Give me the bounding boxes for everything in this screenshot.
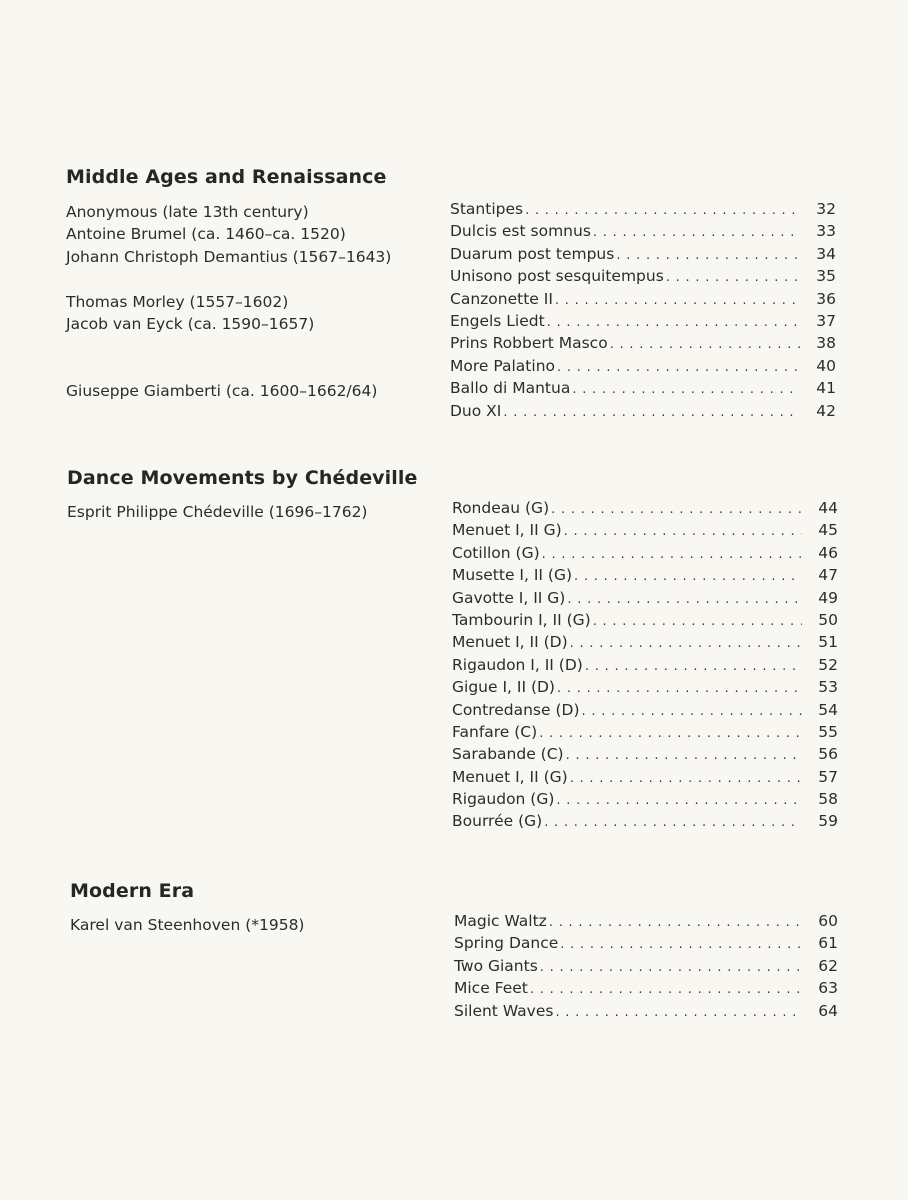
toc-page-number: 58 xyxy=(818,790,838,809)
toc-page-number: 53 xyxy=(818,678,838,697)
toc-entry-title: Menuet I, II G) xyxy=(452,521,562,540)
toc-entry[interactable] xyxy=(454,977,838,999)
composer-list xyxy=(67,501,437,531)
toc-entry-title: Fanfare (C) xyxy=(452,722,538,741)
toc-page-number: 34 xyxy=(816,244,836,263)
composer-name: Antoine Brumel (ca. 1460–ca. 1520) xyxy=(66,225,346,244)
composer-list xyxy=(70,914,440,944)
toc-page-number: 40 xyxy=(816,356,836,375)
dot-leader xyxy=(574,566,802,588)
toc-page-number: 35 xyxy=(816,267,836,286)
toc-entry[interactable] xyxy=(450,243,836,265)
toc-list xyxy=(452,497,838,833)
toc-page-number: 41 xyxy=(816,379,836,398)
toc-entry[interactable] xyxy=(450,332,836,354)
toc-page-number: 51 xyxy=(818,633,838,652)
toc-entry[interactable] xyxy=(452,609,838,631)
toc-entry-title: Two Giants xyxy=(454,956,538,975)
composer-name: Esprit Philippe Chédeville (1696–1762) xyxy=(67,503,368,521)
toc-entry[interactable] xyxy=(450,220,836,242)
toc-entry-title: Stantipes xyxy=(450,200,524,218)
dot-leader xyxy=(555,290,800,312)
toc-entry[interactable] xyxy=(452,721,838,743)
dot-leader xyxy=(566,745,802,767)
section-title: Modern Era xyxy=(70,880,195,902)
dot-leader xyxy=(567,589,802,611)
toc-entry-title: Prins Robbert Masco xyxy=(450,334,608,353)
dot-leader xyxy=(572,379,800,401)
toc-entry[interactable] xyxy=(450,400,836,422)
toc-page-number: 50 xyxy=(818,610,838,629)
toc-entry[interactable] xyxy=(452,699,838,721)
composer-name: Anonymous (late 13th century) xyxy=(66,203,309,221)
toc-entry-title: Engels Liedt xyxy=(450,311,545,330)
dot-leader xyxy=(542,544,802,566)
dot-leader xyxy=(530,979,802,1001)
toc-page-number: 32 xyxy=(816,200,836,218)
toc-entry-title: Contredanse (D) xyxy=(452,700,580,719)
toc-entry[interactable] xyxy=(454,910,838,932)
composer-name: Johann Christoph Demantius (1567–1643) xyxy=(66,247,392,266)
toc-list xyxy=(454,910,838,1022)
section-title: Dance Movements by Chédeville xyxy=(67,467,418,489)
dot-leader xyxy=(540,957,802,979)
toc-entry[interactable] xyxy=(450,288,836,310)
toc-entry-title: Gavotte I, II G) xyxy=(452,588,566,607)
toc-page-number: 33 xyxy=(816,222,836,241)
toc-entry-title: Menuet I, II (D) xyxy=(452,633,568,652)
toc-page-number: 52 xyxy=(818,655,838,674)
toc-page-number: 56 xyxy=(818,745,838,764)
toc-entry[interactable] xyxy=(450,198,836,220)
toc-entry[interactable] xyxy=(454,955,838,977)
toc-entry-title: Magic Waltz xyxy=(454,912,547,930)
dot-leader xyxy=(570,768,802,790)
toc-entry-title: Rigaudon I, II (D) xyxy=(452,655,583,674)
toc-page-number: 44 xyxy=(818,499,838,517)
toc-entry[interactable] xyxy=(450,377,836,399)
toc-list xyxy=(450,198,836,422)
toc-entry[interactable] xyxy=(452,519,838,541)
dot-leader xyxy=(503,402,800,424)
toc-entry[interactable] xyxy=(452,542,838,564)
toc-entry[interactable] xyxy=(450,310,836,332)
toc-entry-title: Ballo di Mantua xyxy=(450,379,571,398)
dot-leader xyxy=(525,200,800,222)
toc-entry-title: Menuet I, II (G) xyxy=(452,767,568,786)
toc-entry-title: Bourrée (G) xyxy=(452,812,543,831)
toc-entry[interactable] xyxy=(452,631,838,653)
dot-leader xyxy=(593,611,802,633)
toc-page-number: 59 xyxy=(818,812,838,831)
composer-name: Jacob van Eyck (ca. 1590–1657) xyxy=(66,315,315,333)
toc-page-number: 54 xyxy=(818,700,838,719)
dot-leader xyxy=(564,521,802,543)
dot-leader xyxy=(556,790,802,812)
dot-leader xyxy=(666,267,800,289)
toc-entry[interactable] xyxy=(452,587,838,609)
dot-leader xyxy=(610,334,800,356)
toc-entry-title: Gigue I, II (D) xyxy=(452,678,555,697)
toc-entry-title: Duo XI xyxy=(450,401,502,420)
composer-name: Giuseppe Giamberti (ca. 1600–1662/64) xyxy=(66,382,378,401)
toc-entry-title: More Palatino xyxy=(450,356,555,375)
toc-entry-title: Canzonette II xyxy=(450,289,553,308)
toc-entry[interactable] xyxy=(454,1000,838,1022)
dot-leader xyxy=(582,701,802,723)
toc-entry[interactable] xyxy=(450,265,836,287)
section-title: Middle Ages and Renaissance xyxy=(66,166,387,188)
dot-leader xyxy=(616,245,800,267)
toc-entry[interactable] xyxy=(452,743,838,765)
toc-entry-title: Unisono post sesquitempus xyxy=(450,267,664,286)
toc-entry-title: Cotillon (G) xyxy=(452,543,540,562)
dot-leader xyxy=(557,357,800,379)
dot-leader xyxy=(549,912,802,934)
toc-page-number: 55 xyxy=(818,722,838,741)
composer-name: Karel van Steenhoven (*1958) xyxy=(70,916,305,934)
toc-entry-title: Rondeau (G) xyxy=(452,499,550,517)
dot-leader xyxy=(544,812,802,834)
toc-page-number: 64 xyxy=(818,1001,838,1020)
dot-leader xyxy=(560,934,802,956)
toc-entry[interactable] xyxy=(452,810,838,832)
toc-entry-title: Duarum post tempus xyxy=(450,244,615,263)
toc-entry-title: Tambourin I, II (G) xyxy=(452,610,591,629)
toc-page-number: 57 xyxy=(818,767,838,786)
toc-entry[interactable] xyxy=(450,355,836,377)
toc-entry[interactable] xyxy=(452,676,838,698)
dot-leader xyxy=(593,222,800,244)
toc-page-number: 47 xyxy=(818,566,838,585)
toc-entry[interactable] xyxy=(452,564,838,586)
toc-entry[interactable] xyxy=(452,654,838,676)
toc-page-number: 36 xyxy=(816,289,836,308)
dot-leader xyxy=(585,656,802,678)
toc-page-number: 37 xyxy=(816,311,836,330)
toc-page-number: 62 xyxy=(818,956,838,975)
composer-name: Thomas Morley (1557–1602) xyxy=(66,292,289,311)
toc-page-number: 46 xyxy=(818,543,838,562)
toc-page-number: 38 xyxy=(816,334,836,353)
toc-entry-title: Sarabande (C) xyxy=(452,745,564,764)
dot-leader xyxy=(570,633,802,655)
toc-page-number: 63 xyxy=(818,979,838,998)
toc-entry-title: Musette I, II (G) xyxy=(452,566,573,585)
toc-entry-title: Spring Dance xyxy=(454,934,559,953)
dot-leader xyxy=(557,678,802,700)
toc-entry-title: Mice Feet xyxy=(454,979,528,998)
toc-entry-title: Silent Waves xyxy=(454,1001,554,1020)
toc-page-number: 60 xyxy=(818,912,838,930)
toc-entry-title: Rigaudon (G) xyxy=(452,790,555,809)
toc-entry-title: Dulcis est somnus xyxy=(450,222,591,241)
toc-page-number: 61 xyxy=(818,934,838,953)
toc-entry[interactable] xyxy=(454,932,838,954)
toc-page-number: 45 xyxy=(818,521,838,540)
dot-leader xyxy=(555,1002,802,1024)
toc-entry[interactable] xyxy=(452,497,838,519)
toc-entry[interactable] xyxy=(452,788,838,810)
dot-leader xyxy=(547,312,800,334)
toc-page-number: 49 xyxy=(818,588,838,607)
toc-entry[interactable] xyxy=(452,766,838,788)
dot-leader xyxy=(551,499,802,521)
toc-page-number: 42 xyxy=(816,401,836,420)
composer-list xyxy=(66,201,436,401)
dot-leader xyxy=(539,723,802,745)
